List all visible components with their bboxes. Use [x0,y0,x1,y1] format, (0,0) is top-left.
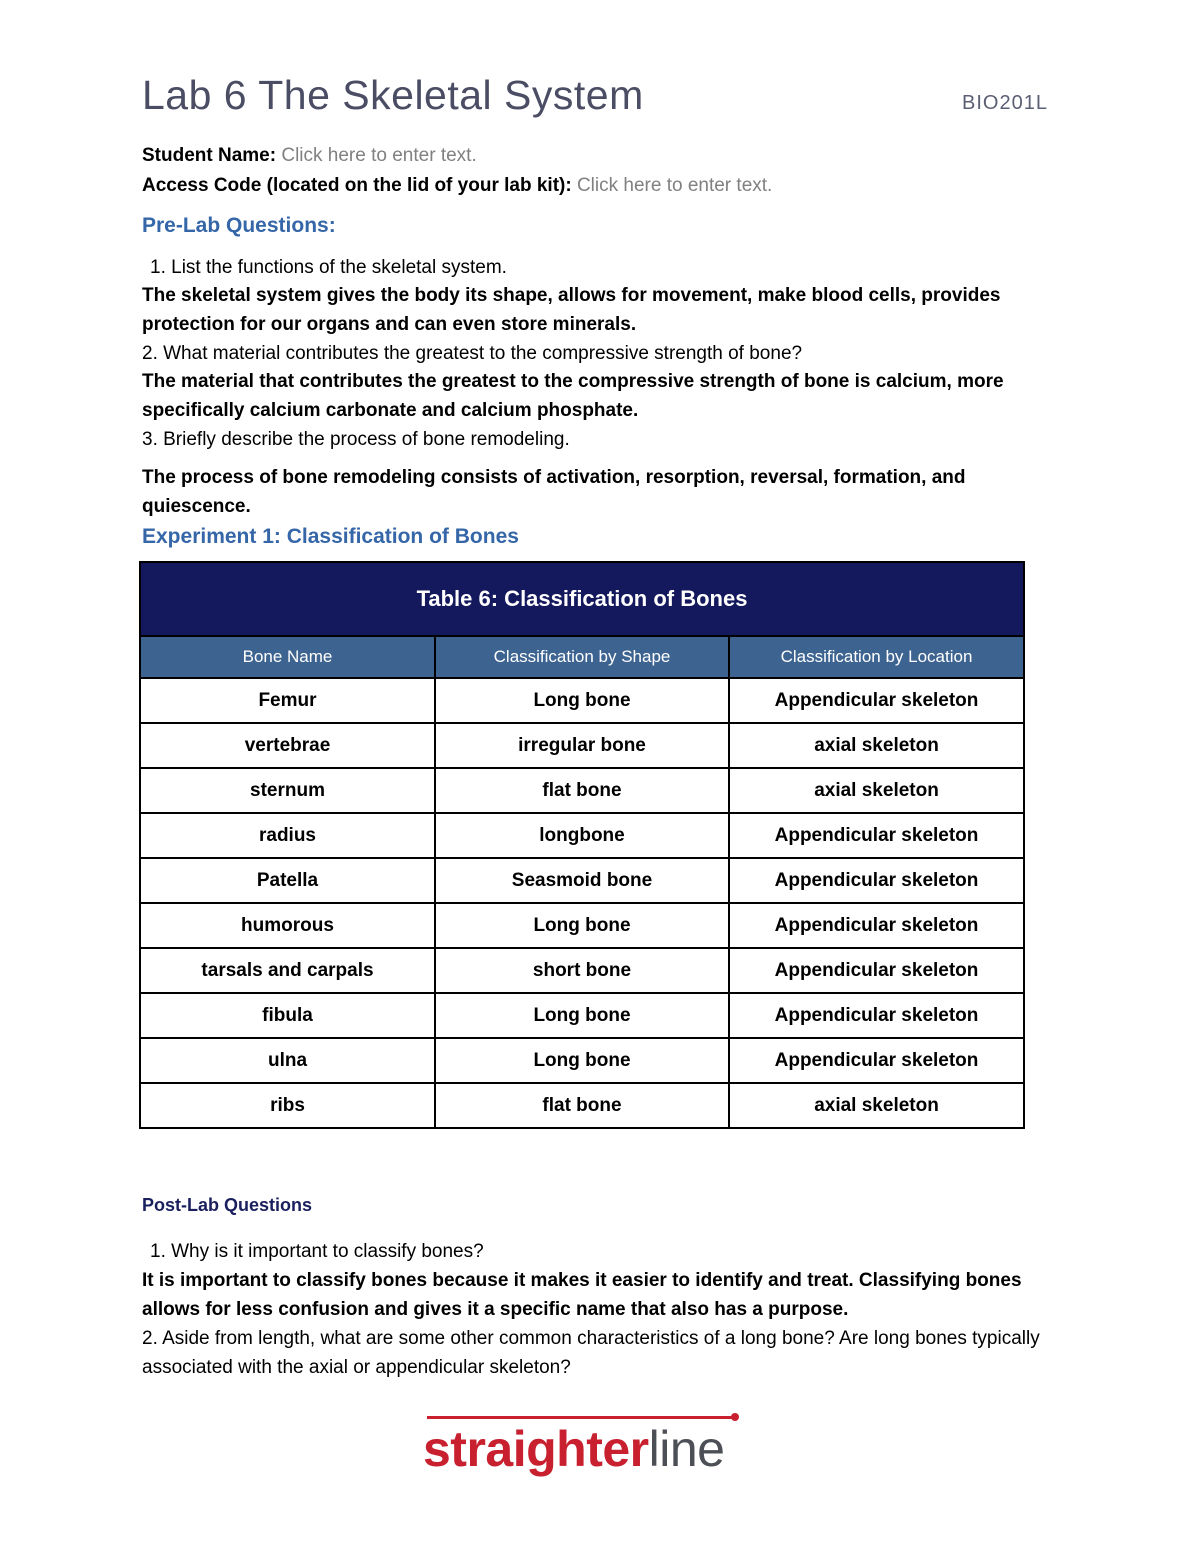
table-row [140,678,1024,723]
page-title: Lab 6 The Skeletal System [142,72,644,118]
bone-name-cell: vertebrae [140,723,435,768]
bone-name-cell: Femur [140,678,435,723]
access-code-row [142,172,772,200]
postlab-question-2: 2. Aside from length, what are some other common characteristics of a long bone? Are long bones typically associated with the axial or appendicular skeleton? [142,1328,1040,1378]
access-code-label: Access Code (located on the lid of your lab kit): [142,175,572,196]
prelab-answer-1: The skeletal system gives the body its shape, allows for movement, make blood cells, provides protection for our organs and can even store minerals. [142,285,1001,335]
table-row [140,768,1024,813]
shape-cell: Long bone [435,678,729,723]
shape-cell: short bone [435,948,729,993]
location-cell: Appendicular skeleton [729,903,1024,948]
table-row [140,903,1024,948]
shape-cell: Long bone [435,993,729,1038]
table-row [140,858,1024,903]
course-code: BIO201L [962,92,1048,114]
prelab-heading: Pre-Lab Questions: [142,214,336,237]
table-row [140,993,1024,1038]
bone-name-cell: ulna [140,1038,435,1083]
prelab-answer-2: The material that contributes the greatest to the compressive strength of bone is calcium, more specifically calcium carbonate and calcium phosphate. [142,371,1004,421]
bone-name-cell: ribs [140,1083,435,1128]
student-name-label: Student Name: [142,145,277,166]
shape-cell: flat bone [435,1083,729,1128]
prelab-question-1: 1. List the functions of the skeletal system. [150,257,507,278]
postlab-answer-1: It is important to classify bones because it makes it easier to identify and treat. Classifying bones allows for less confusion and gives it a specific name that also has a purpose. [142,1270,1022,1320]
prelab-answer-3: The process of bone remodeling consists of activation, resorption, reversal, formation, and quiescence. [142,467,966,517]
location-cell: axial skeleton [729,723,1024,768]
prelab-question-2: 2. What material contributes the greatest to the compressive strength of bone? [142,343,803,364]
bone-name-cell: sternum [140,768,435,813]
prelab-question-3: 3. Briefly describe the process of bone remodeling. [142,429,570,450]
table-row [140,1083,1024,1128]
location-cell: Appendicular skeleton [729,813,1024,858]
shape-cell: flat bone [435,768,729,813]
bone-name-cell: Patella [140,858,435,903]
shape-cell: Long bone [435,903,729,948]
access-code-field[interactable]: Click here to enter text. [576,175,773,196]
column-header-bone-name: Bone Name [140,636,435,678]
bone-name-cell: radius [140,813,435,858]
table-row [140,723,1024,768]
column-header-shape: Classification by Shape [435,636,729,678]
logo-accent-bar [427,1416,733,1419]
location-cell: Appendicular skeleton [729,678,1024,723]
column-header-location: Classification by Location [729,636,1024,678]
shape-cell: Long bone [435,1038,729,1083]
postlab-question-1: 1. Why is it important to classify bones? [150,1241,484,1262]
location-cell: axial skeleton [729,1083,1024,1128]
location-cell: Appendicular skeleton [729,858,1024,903]
postlab-heading: Post-Lab Questions [142,1195,313,1215]
logo-text-primary: straighter [423,1421,649,1477]
table-caption-row [140,562,1024,636]
experiment-heading: Experiment 1: Classification of Bones [142,525,519,548]
table-row [140,1038,1024,1083]
table-row [140,813,1024,858]
shape-cell: longbone [435,813,729,858]
bone-name-cell: humorous [140,903,435,948]
logo-text-secondary: line [648,1421,725,1477]
table-header-row [140,636,1024,678]
logo-wordmark [423,1420,724,1478]
shape-cell: irregular bone [435,723,729,768]
shape-cell: Seasmoid bone [435,858,729,903]
straighterline-logo [423,1412,783,1482]
bone-name-cell: tarsals and carpals [140,948,435,993]
location-cell: Appendicular skeleton [729,948,1024,993]
student-name-row [142,142,477,170]
table-caption: Table 6: Classification of Bones [140,562,1024,636]
location-cell: Appendicular skeleton [729,1038,1024,1083]
logo-accent-dot [731,1413,739,1421]
table-row [140,948,1024,993]
location-cell: axial skeleton [729,768,1024,813]
classification-table [139,561,1025,1129]
bone-name-cell: fibula [140,993,435,1038]
student-name-field[interactable]: Click here to enter text. [281,145,477,166]
location-cell: Appendicular skeleton [729,993,1024,1038]
